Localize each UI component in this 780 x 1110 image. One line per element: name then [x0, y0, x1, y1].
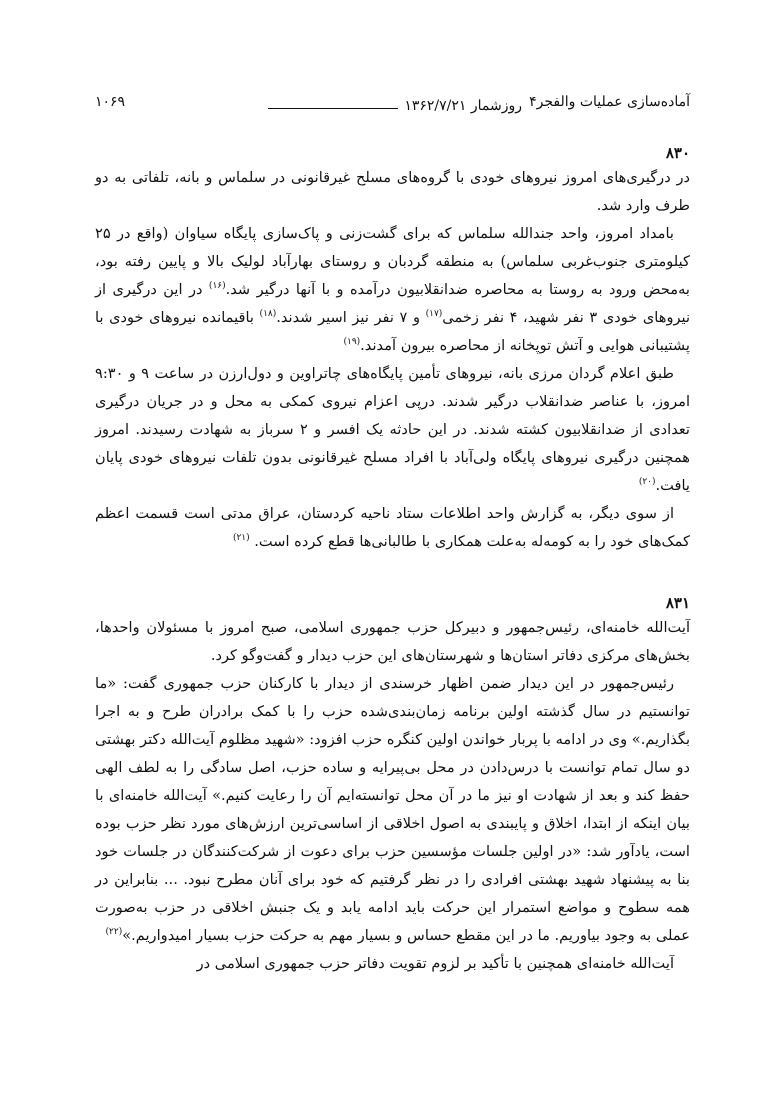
document-page — [95, 0, 690, 1110]
paragraph-text: در این درگیری از نیروهای خودی ۳ نفر شهید، ۴ نفر زخمی — [95, 281, 691, 326]
paragraph-text: از سوی دیگر، به گزارش واحد اطلاعات ستاد ناحیه کردستان، عراق مدتی است قسمت اعظم کمک‌های خود را به کومه‌له به‌علت همکاری با طالبانی‌ها قطع کرده است. — [95, 505, 690, 550]
paragraph-text: طبق اعلام گردان مرزی بانه، نیروهای تأمین پایگاه‌های چاتراوین و دول‌ارزن در ساعت ۹ و ۹:۳۰ امروز، با عناصر ضدانقلاب درگیر شدند. درپی اعزام نیروی کمکی به محل و در جریان درگیری تعدادی از ضدانقلابیون کشته شدند. در این حادثه یک افسر و ۲ سرباز به شهادت رسیدند. امروز همچنین درگیری نیروهای پایگاه ولی‌آباد با افراد مسلح غیرقانونی بدون تلفات نیروهای خودی پایان یافت. — [95, 365, 690, 494]
paragraph-text: و ۷ نفر نیز اسیر شدند. — [276, 309, 426, 326]
footnote-ref: (۱۶) — [208, 281, 226, 292]
running-header — [95, 92, 690, 116]
paragraph — [95, 670, 690, 950]
page-number: ۱۰۶۹ — [95, 94, 126, 110]
book-title: آماده‌سازی عملیات والفجر۴ — [529, 94, 690, 110]
header-rule — [268, 108, 398, 109]
paragraph — [95, 950, 690, 978]
paragraph-text: رئیس‌جمهور در این دیدار ضمن اظهار خرسندی از دیدار با کارکنان حزب جمهوری گفت: «ما توانستیم در سال گذشته اولین برنامه زمان‌بندی‌شده حزب را با کمک برادران طرح و به اجرا بگذاریم.» وی در ادامه با پربار خواندن اولین کنگره حزب افزود: «شهید مظلوم آیت‌الله دکتر بهشتی دو سال تمام توانست با درس‌دادن در محل بی‌پیرایه و ساده حزب، اصل سادگی را به لطف الهی حفظ کند و بعد از شهادت او نیز ما در آن محل توانسته‌ایم آن را رعایت کنیم.» آیت‌الله خامنه‌ای با بیان اینکه از ابتدا، اخلاق و پایبندی به اصول اخلاقی از اساسی‌ترین ارزش‌های مورد نظر حزب بوده است، یادآور شد: «در اولین جلسات مؤسسین حزب برای دعوت از شرکت‌کنندگان در جلسات خود بنا به پیشنهاد شهید بهشتی افرادی را در نظر گرفتیم که خود برای آنان مطرح نبود. ... بنابراین در همه سطوح و مواضع استمرار این حرکت باید ادامه یابد و یک جنبش اخلاقی در حزب به‌صورت عملی به وجود بیاوریم. ما در این مقطع حساس و بسیار مهم به حرکت حزب بسیار امیدواریم.» — [95, 675, 690, 944]
entry-number-831: ۸۳۱ — [665, 594, 690, 612]
footnote-ref: (۲۰) — [638, 477, 656, 488]
footnote-ref: (۱۷) — [425, 309, 443, 320]
footnote-ref: (۲۱) — [232, 533, 250, 544]
footnote-ref: (۲۲) — [105, 927, 123, 938]
paragraph-text: آیت‌الله خامنه‌ای، رئیس‌جمهور و دبیرکل حزب جمهوری اسلامی، صبح امروز با مسئولان واحدها، بخش‌های مرکزی دفاتر استان‌ها و شهرستان‌های این حزب دیدار و گفت‌وگو کرد. — [95, 619, 690, 664]
paragraph — [95, 500, 690, 556]
paragraph-text: باقیمانده نیروهای خودی با پشتیبانی هوایی و آتش توپخانه از محاصره بیرون آمدند. — [95, 309, 690, 354]
footnote-ref: (۱۹) — [343, 337, 361, 348]
paragraph — [95, 360, 690, 500]
footnote-ref: (۱۸) — [259, 309, 277, 320]
page-body — [95, 128, 690, 978]
entry-spacer — [95, 556, 690, 578]
entry-number-830: ۸۳۰ — [665, 144, 690, 162]
paragraph — [95, 220, 690, 360]
paragraph — [95, 164, 690, 220]
journal-date-block — [268, 98, 522, 114]
paragraph-text: در درگیری‌های امروز نیروهای خودی با گروه‌های مسلح غیرقانونی در سلماس و بانه، تلفاتی به دو طرف وارد شد. — [95, 169, 690, 214]
journal-date: روزشمار ۱۳۶۲/۷/۲۱ — [404, 98, 522, 114]
paragraph-text: آیت‌الله خامنه‌ای همچنین با تأکید بر لزوم تقویت دفاتر حزب جمهوری اسلامی در — [196, 955, 674, 972]
paragraph — [95, 614, 690, 670]
paragraph-text: بامداد امروز، واحد جندالله سلماس که برای گشت‌زنی و پاک‌سازی پایگاه سیاوان (واقع در ۲۵ کیلومتری جنوب‌غربی سلماس) به منطقه گردبان و روستای بهارآباد لولیک بالا و پایین رفته بود، به‌محض ورود به روستا به محاصره ضدانقلابیون درآمده و با آنها درگیر شد. — [95, 225, 690, 298]
